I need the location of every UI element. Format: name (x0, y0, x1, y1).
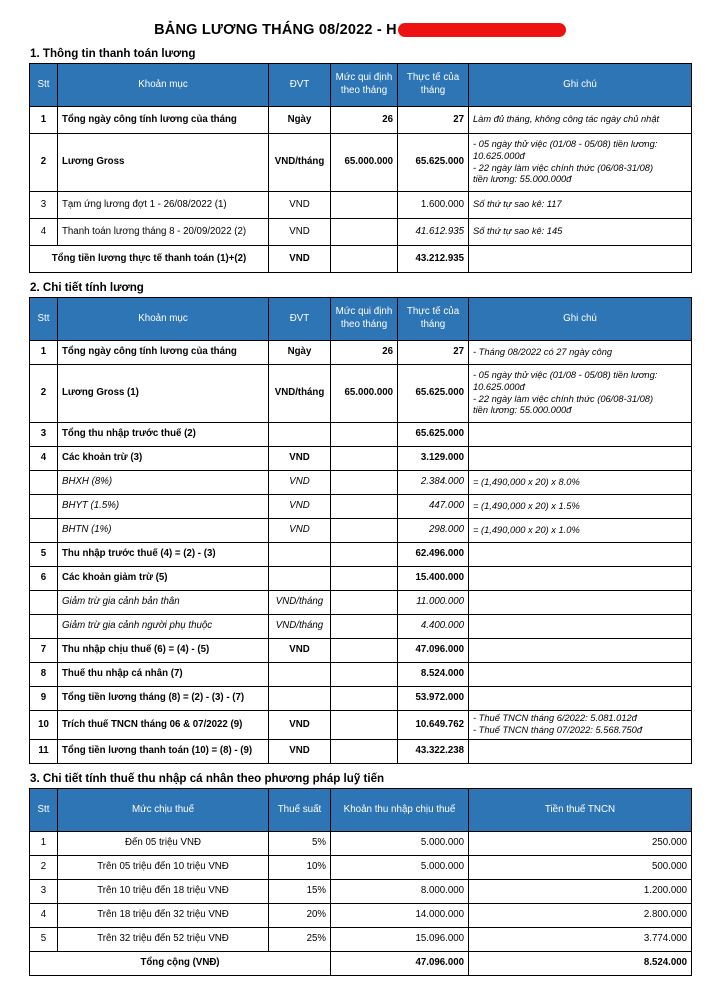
cell-dvt: VND (269, 447, 331, 471)
cell-dvt: VND/tháng (269, 615, 331, 639)
cell-bracket: Trên 10 triệu đến 18 triệu VNĐ (58, 879, 269, 903)
cell-note (469, 739, 692, 763)
cell-stt: 9 (30, 687, 58, 711)
cell-note: = (1,490,000 x 20) x 1.0% (469, 519, 692, 543)
cell-tax: 500.000 (469, 855, 692, 879)
cell-item: BHTN (1%) (58, 519, 269, 543)
col-stt: Stt (30, 298, 58, 341)
table-row (30, 879, 692, 903)
cell-actual: 47.096.000 (398, 639, 469, 663)
cell-rate: 10% (269, 855, 331, 879)
table-row (30, 219, 692, 246)
cell-actual: 3.129.000 (398, 447, 469, 471)
cell-actual: 11.000.000 (398, 591, 469, 615)
cell-item: Tổng ngày công tính lương của tháng (58, 107, 269, 134)
col-actual: Thực tế của tháng (398, 64, 469, 107)
cell-income: 5.000.000 (331, 831, 469, 855)
table-row (30, 519, 692, 543)
cell-standard (331, 519, 398, 543)
table-row (30, 423, 692, 447)
table-row (30, 687, 692, 711)
cell-actual: 43.322.238 (398, 739, 469, 763)
cell-stt: 7 (30, 639, 58, 663)
table-row (30, 663, 692, 687)
col-stt: Stt (30, 788, 58, 831)
cell-total-label: Tổng tiền lương thực tế thanh toán (1)+(2) (30, 246, 269, 273)
cell-stt: 1 (30, 107, 58, 134)
cell-standard (331, 219, 398, 246)
cell-dvt: VND (269, 219, 331, 246)
cell-item: Lương Gross (58, 134, 269, 192)
cell-note (469, 615, 692, 639)
cell-bracket: Đến 05 triệu VNĐ (58, 831, 269, 855)
cell-standard: 26 (331, 341, 398, 365)
cell-note (469, 423, 692, 447)
page-title-text: BẢNG LƯƠNG THÁNG 08/2022 - H (154, 22, 397, 38)
table-row (30, 192, 692, 219)
cell-note (469, 567, 692, 591)
cell-note: Làm đủ tháng, không công tác ngày chủ nhật (469, 107, 692, 134)
cell-income: 15.096.000 (331, 927, 469, 951)
cell-rate: 20% (269, 903, 331, 927)
cell-stt: 6 (30, 567, 58, 591)
cell-stt: 3 (30, 423, 58, 447)
cell-stt: 2 (30, 134, 58, 192)
cell-dvt (269, 567, 331, 591)
cell-dvt: Ngày (269, 341, 331, 365)
cell-dvt: VND/tháng (269, 365, 331, 423)
cell-stt (30, 495, 58, 519)
cell-item: Tổng tiền lương thanh toán (10) = (8) - (9) (58, 739, 269, 763)
table-row (30, 615, 692, 639)
cell-standard (331, 591, 398, 615)
cell-actual: 27 (398, 107, 469, 134)
cell-item: Thu nhập chịu thuế (6) = (4) - (5) (58, 639, 269, 663)
cell-dvt: Ngày (269, 107, 331, 134)
cell-item: Tổng ngày công tính lương của tháng (58, 341, 269, 365)
table-total-row (30, 246, 692, 273)
col-note: Ghi chú (469, 64, 692, 107)
table-row (30, 134, 692, 192)
cell-item: BHYT (1.5%) (58, 495, 269, 519)
cell-stt (30, 471, 58, 495)
section-1-heading: 1. Thông tin thanh toán lương (30, 47, 196, 60)
cell-standard: 65.000.000 (331, 365, 398, 423)
cell-tax: 250.000 (469, 831, 692, 855)
cell-note (469, 687, 692, 711)
cell-item: Thu nhập trước thuế (4) = (2) - (3) (58, 543, 269, 567)
cell-actual: 62.496.000 (398, 543, 469, 567)
cell-actual: 8.524.000 (398, 663, 469, 687)
cell-standard (331, 495, 398, 519)
cell-dvt: VND (269, 192, 331, 219)
cell-note: Số thứ tự sao kê: 117 (469, 192, 692, 219)
table-row (30, 495, 692, 519)
page-title-inner (154, 22, 566, 38)
cell-note (469, 591, 692, 615)
cell-item: Các khoản giảm trừ (5) (58, 567, 269, 591)
cell-actual: 65.625.000 (398, 423, 469, 447)
table-header-row (30, 298, 692, 341)
cell-stt: 2 (30, 855, 58, 879)
cell-stt (30, 615, 58, 639)
cell-actual: 41.612.935 (398, 219, 469, 246)
col-dvt: ĐVT (269, 64, 331, 107)
cell-actual: 65.625.000 (398, 365, 469, 423)
table-header-row (30, 788, 692, 831)
cell-total-income: 47.096.000 (331, 951, 469, 975)
cell-bracket: Trên 18 triệu đến 32 triệu VNĐ (58, 903, 269, 927)
page-title (0, 0, 720, 40)
table-header-row (30, 64, 692, 107)
cell-item: Các khoản trừ (3) (58, 447, 269, 471)
table-row (30, 365, 692, 423)
section-3-heading: 3. Chi tiết tính thuế thu nhập cá nhân theo phương pháp luỹ tiến (30, 771, 385, 785)
cell-tax: 1.200.000 (469, 879, 692, 903)
cell-item: Trích thuế TNCN tháng 06 & 07/2022 (9) (58, 711, 269, 740)
table-row (30, 927, 692, 951)
cell-dvt: VND (269, 495, 331, 519)
section-2-heading: 2. Chi tiết tính lương (30, 281, 144, 294)
col-item: Khoản mục (58, 64, 269, 107)
cell-note (469, 447, 692, 471)
cell-stt: 1 (30, 831, 58, 855)
cell-income: 8.000.000 (331, 879, 469, 903)
cell-stt: 4 (30, 447, 58, 471)
cell-dvt: VND/tháng (269, 134, 331, 192)
cell-note: Số thứ tự sao kê: 145 (469, 219, 692, 246)
cell-dvt (269, 663, 331, 687)
table-row (30, 855, 692, 879)
cell-stt (30, 519, 58, 543)
cell-standard (331, 471, 398, 495)
table-row (30, 711, 692, 740)
cell-item: Thuế thu nhập cá nhân (7) (58, 663, 269, 687)
cell-total-tax: 8.524.000 (469, 951, 692, 975)
table-row (30, 543, 692, 567)
table-total-row (30, 951, 692, 975)
cell-stt: 3 (30, 879, 58, 903)
cell-note: - 05 ngày thử việc (01/08 - 05/08) tiền lương: 10.625.000đ - 22 ngày làm việc chính thức (06/08-31/08) tiền lương: 55.000.000đ (469, 134, 692, 192)
cell-total-label: Tổng cộng (VNĐ) (30, 951, 331, 975)
cell-note (469, 543, 692, 567)
table-row (30, 739, 692, 763)
cell-standard (331, 567, 398, 591)
salary-detail-table (29, 297, 692, 764)
col-item: Khoản mục (58, 298, 269, 341)
cell-stt: 10 (30, 711, 58, 740)
redaction-bar (398, 23, 566, 37)
col-dvt: ĐVT (269, 298, 331, 341)
cell-stt: 1 (30, 341, 58, 365)
cell-standard (331, 543, 398, 567)
table-row (30, 447, 692, 471)
cell-dvt: VND (269, 471, 331, 495)
cell-bracket: Trên 05 triệu đến 10 triệu VNĐ (58, 855, 269, 879)
cell-tax: 3.774.000 (469, 927, 692, 951)
cell-actual: 447.000 (398, 495, 469, 519)
cell-actual: 53.972.000 (398, 687, 469, 711)
cell-dvt: VND (269, 639, 331, 663)
cell-standard (331, 639, 398, 663)
cell-note: = (1,490,000 x 20) x 8.0% (469, 471, 692, 495)
cell-total-actual: 43.212.935 (398, 246, 469, 273)
cell-stt (30, 591, 58, 615)
cell-note: - Tháng 08/2022 có 27 ngày công (469, 341, 692, 365)
cell-income: 14.000.000 (331, 903, 469, 927)
cell-standard (331, 663, 398, 687)
cell-note (469, 663, 692, 687)
cell-bracket: Trên 32 triệu đến 52 triệu VNĐ (58, 927, 269, 951)
cell-standard (331, 615, 398, 639)
cell-stt: 5 (30, 927, 58, 951)
cell-dvt: VND/tháng (269, 591, 331, 615)
cell-total-note (469, 246, 692, 273)
payment-info-table (29, 63, 692, 273)
col-note: Ghi chú (469, 298, 692, 341)
cell-income: 5.000.000 (331, 855, 469, 879)
cell-actual: 298.000 (398, 519, 469, 543)
cell-standard (331, 447, 398, 471)
cell-actual: 4.400.000 (398, 615, 469, 639)
cell-item: Giảm trừ gia cảnh người phụ thuộc (58, 615, 269, 639)
cell-stt: 8 (30, 663, 58, 687)
cell-standard: 26 (331, 107, 398, 134)
cell-dvt: VND (269, 711, 331, 740)
cell-standard (331, 711, 398, 740)
col-monthly-standard: Mức qui định theo tháng (331, 298, 398, 341)
cell-stt: 4 (30, 903, 58, 927)
cell-rate: 25% (269, 927, 331, 951)
table-row (30, 567, 692, 591)
cell-standard (331, 423, 398, 447)
cell-actual: 1.600.000 (398, 192, 469, 219)
cell-dvt (269, 543, 331, 567)
cell-note: - Thuế TNCN tháng 6/2022: 5.081.012đ - Thuế TNCN tháng 07/2022: 5.568.750đ (469, 711, 692, 740)
col-monthly-standard: Mức qui định theo tháng (331, 64, 398, 107)
cell-item: Tổng thu nhập trước thuế (2) (58, 423, 269, 447)
cell-item: Lương Gross (1) (58, 365, 269, 423)
cell-dvt: VND (269, 739, 331, 763)
col-taxable-income: Khoản thu nhập chịu thuế (331, 788, 469, 831)
cell-stt: 11 (30, 739, 58, 763)
cell-item: BHXH (8%) (58, 471, 269, 495)
progressive-tax-table (29, 788, 692, 976)
cell-stt: 2 (30, 365, 58, 423)
cell-actual: 15.400.000 (398, 567, 469, 591)
cell-item: Giảm trừ gia cảnh bản thân (58, 591, 269, 615)
table-row (30, 831, 692, 855)
table-row (30, 639, 692, 663)
col-tax-bracket: Mức chịu thuế (58, 788, 269, 831)
cell-dvt (269, 423, 331, 447)
col-tax-rate: Thuế suất (269, 788, 331, 831)
cell-actual: 65.625.000 (398, 134, 469, 192)
cell-total-standard (331, 246, 398, 273)
cell-stt: 4 (30, 219, 58, 246)
cell-item: Tạm ứng lương đợt 1 - 26/08/2022 (1) (58, 192, 269, 219)
cell-note (469, 639, 692, 663)
cell-actual: 2.384.000 (398, 471, 469, 495)
cell-standard: 65.000.000 (331, 134, 398, 192)
cell-rate: 5% (269, 831, 331, 855)
cell-standard (331, 687, 398, 711)
table-row (30, 107, 692, 134)
cell-standard (331, 739, 398, 763)
table-row (30, 341, 692, 365)
cell-actual: 27 (398, 341, 469, 365)
cell-note: = (1,490,000 x 20) x 1.5% (469, 495, 692, 519)
cell-tax: 2.800.000 (469, 903, 692, 927)
col-actual: Thực tế của tháng (398, 298, 469, 341)
cell-stt: 5 (30, 543, 58, 567)
table-row (30, 903, 692, 927)
cell-rate: 15% (269, 879, 331, 903)
cell-dvt: VND (269, 519, 331, 543)
table-row (30, 591, 692, 615)
cell-total-dvt: VND (269, 246, 331, 273)
cell-item: Thanh toán lương tháng 8 - 20/09/2022 (2) (58, 219, 269, 246)
cell-dvt (269, 687, 331, 711)
cell-note: - 05 ngày thử việc (01/08 - 05/08) tiền lương: 10.625.000đ - 22 ngày làm việc chính thức (06/08-31/08) tiền lương: 55.000.000đ (469, 365, 692, 423)
col-tax-amount: Tiền thuế TNCN (469, 788, 692, 831)
table-row (30, 471, 692, 495)
cell-actual: 10.649.762 (398, 711, 469, 740)
cell-item: Tổng tiền lương tháng (8) = (2) - (3) - (7) (58, 687, 269, 711)
col-stt: Stt (30, 64, 58, 107)
cell-stt: 3 (30, 192, 58, 219)
cell-standard (331, 192, 398, 219)
